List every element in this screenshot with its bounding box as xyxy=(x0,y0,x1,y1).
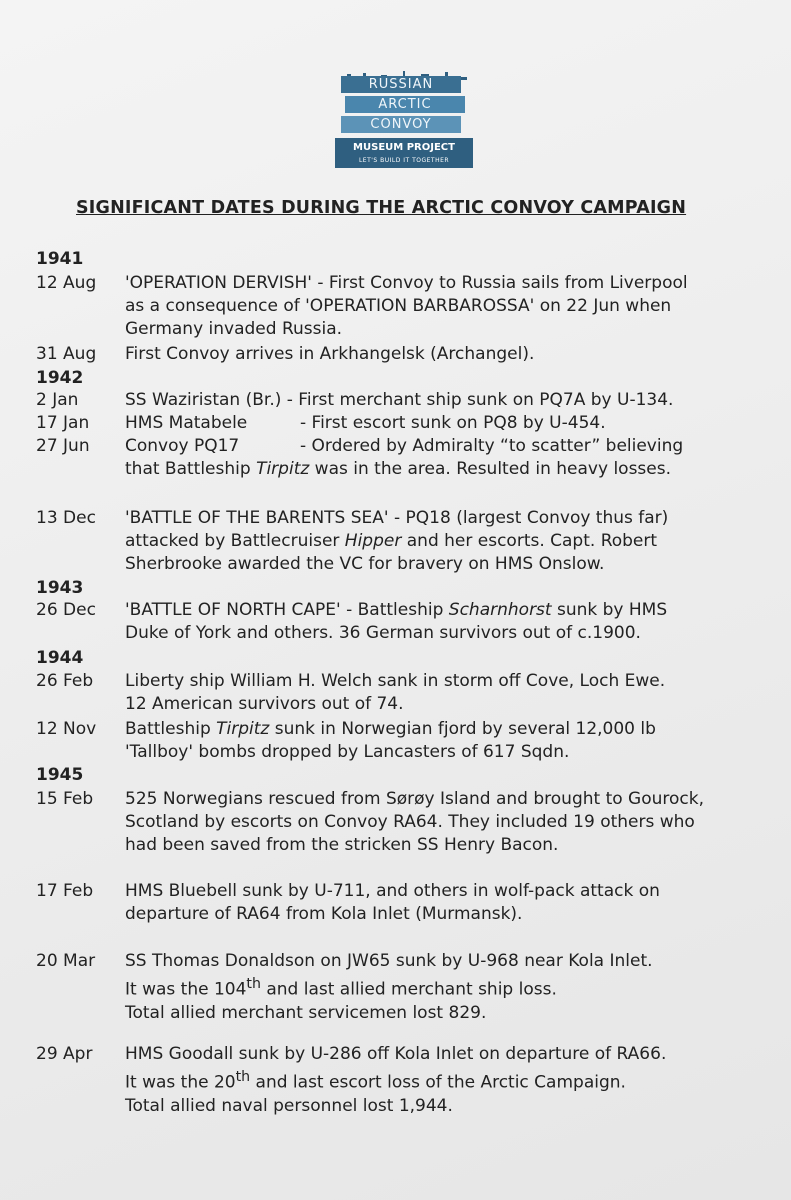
entry-line: 'BATTLE OF THE BARENTS SEA' - PQ18 (largest Convoy thus far) xyxy=(125,508,669,528)
entry-line: had been saved from the stricken SS Henry Bacon. xyxy=(125,835,559,855)
entry-date: 2 Jan xyxy=(36,390,79,410)
year-heading: 1944 xyxy=(36,648,84,668)
ship-name-italic: Tirpitz xyxy=(256,459,310,479)
entry-date: 13 Dec xyxy=(36,508,96,528)
ship-name-italic: Hipper xyxy=(344,531,402,551)
entry-line xyxy=(125,973,775,1002)
logo-russian: RUSSIAN xyxy=(341,76,461,93)
entry-fragment: It was the 20 xyxy=(125,1072,236,1093)
entry-text xyxy=(125,718,775,764)
entry-line xyxy=(125,458,775,481)
entry-text xyxy=(125,435,775,481)
entry-date: 12 Aug xyxy=(36,273,97,293)
entry-date: 20 Mar xyxy=(36,951,96,971)
year-heading: 1942 xyxy=(36,368,84,388)
ordinal-suffix: th xyxy=(235,1069,251,1085)
year-heading: 1941 xyxy=(36,249,84,269)
entry-text xyxy=(125,389,775,412)
entry-fragment: sunk in Norwegian fjord by several 12,000 lb xyxy=(269,719,656,739)
entry-fragment: and last allied merchant ship loss. xyxy=(260,979,557,1000)
logo-museum-project: MUSEUM PROJECT xyxy=(353,142,455,153)
entry-line: SS Thomas Donaldson on JW65 sunk by U-968 near Kola Inlet. xyxy=(125,951,653,971)
entry-text xyxy=(125,670,775,716)
year-heading: 1945 xyxy=(36,765,84,785)
logo-tagline: LET'S BUILD IT TOGETHER xyxy=(358,157,450,164)
entry-line xyxy=(125,718,775,741)
document-title: SIGNIFICANT DATES DURING THE ARCTIC CONVOY CAMPAIGN xyxy=(76,198,687,218)
entry-text xyxy=(125,880,775,926)
entry-text xyxy=(125,788,775,857)
entry-line: 'OPERATION DERVISH' - First Convoy to Russia sails from Liverpool xyxy=(125,273,688,293)
entry-fragment: that Battleship xyxy=(125,459,257,479)
entry-subject: HMS Matabele xyxy=(125,413,248,433)
entry-line: First Convoy arrives in Arkhangelsk (Archangel). xyxy=(125,344,535,364)
entry-date: 27 Jun xyxy=(36,436,90,456)
ship-name-italic: Tirpitz xyxy=(216,719,270,739)
entry-line: Sherbrooke awarded the VC for bravery on HMS Onslow. xyxy=(125,554,605,574)
entry-line xyxy=(125,1066,775,1095)
entry-line xyxy=(125,412,775,435)
entry-date: 26 Dec xyxy=(36,600,96,620)
entry-detail: - First escort sunk on PQ8 by U-454. xyxy=(300,413,606,433)
entry-date: 17 Feb xyxy=(36,881,94,901)
entry-date: 17 Jan xyxy=(36,413,90,433)
logo-museum-banner xyxy=(335,138,473,168)
entry-text xyxy=(125,272,775,341)
entry-line: Scotland by escorts on Convoy RA64. They included 19 others who xyxy=(125,812,695,832)
entry-line: as a consequence of 'OPERATION BARBAROSSA' on 22 Jun when xyxy=(125,296,672,316)
entry-date: 29 Apr xyxy=(36,1044,93,1064)
entry-line: 525 Norwegians rescued from Sørøy Island and brought to Gourock, xyxy=(125,789,705,809)
entry-line xyxy=(125,530,775,553)
entry-fragment: It was the 104 xyxy=(125,979,247,1000)
ship-name-italic: Scharnhorst xyxy=(448,600,552,620)
logo-convoy: CONVOY xyxy=(341,116,461,133)
entry-text xyxy=(125,343,775,366)
entry-line: Duke of York and others. 36 German survivors out of c.1900. xyxy=(125,623,641,643)
entry-line: Germany invaded Russia. xyxy=(125,319,343,339)
entry-text xyxy=(125,507,775,576)
ordinal-suffix: th xyxy=(246,976,261,992)
entry-line: HMS Bluebell sunk by U-711, and others in wolf-pack attack on xyxy=(125,881,660,901)
logo-arctic: ARCTIC xyxy=(345,96,465,113)
entry-text xyxy=(125,412,775,435)
entry-text xyxy=(125,599,775,645)
entry-date: 31 Aug xyxy=(36,344,97,364)
entry-fragment: was in the area. Resulted in heavy losses. xyxy=(309,459,672,479)
entry-fragment: 'BATTLE OF NORTH CAPE' - Battleship xyxy=(125,600,449,620)
entry-line: HMS Goodall sunk by U-286 off Kola Inlet on departure of RA66. xyxy=(125,1044,667,1064)
entry-fragment: and her escorts. Capt. Robert xyxy=(401,531,658,551)
entry-date: 15 Feb xyxy=(36,789,94,809)
entry-text xyxy=(125,950,775,1025)
entry-line: 'Tallboy' bombs dropped by Lancasters of 617 Sqdn. xyxy=(125,742,570,762)
entry-fragment: and last escort loss of the Arctic Campaign. xyxy=(250,1072,626,1093)
entry-date: 12 Nov xyxy=(36,719,97,739)
entry-line: Total allied naval personnel lost 1,944. xyxy=(125,1095,453,1116)
entry-line: 12 American survivors out of 74. xyxy=(125,694,404,714)
entry-line: Total allied merchant servicemen lost 829. xyxy=(125,1002,487,1023)
entry-line: SS Waziristan (Br.) - First merchant ship sunk on PQ7A by U-134. xyxy=(125,390,674,410)
entry-line: Liberty ship William H. Welch sank in storm off Cove, Loch Ewe. xyxy=(125,671,666,691)
entry-detail: - Ordered by Admiralty “to scatter” believing xyxy=(300,436,684,456)
entry-fragment: sunk by HMS xyxy=(551,600,668,620)
entry-subject: Convoy PQ17 xyxy=(125,436,240,456)
entry-fragment: attacked by Battlecruiser xyxy=(125,531,345,551)
entry-text xyxy=(125,1043,775,1118)
museum-logo xyxy=(335,70,473,170)
entry-line xyxy=(125,599,775,622)
entry-fragment: Battleship xyxy=(125,719,217,739)
entry-date: 26 Feb xyxy=(36,671,94,691)
entry-line xyxy=(125,435,775,458)
entry-line: departure of RA64 from Kola Inlet (Murmansk). xyxy=(125,904,523,924)
year-heading: 1943 xyxy=(36,578,84,598)
